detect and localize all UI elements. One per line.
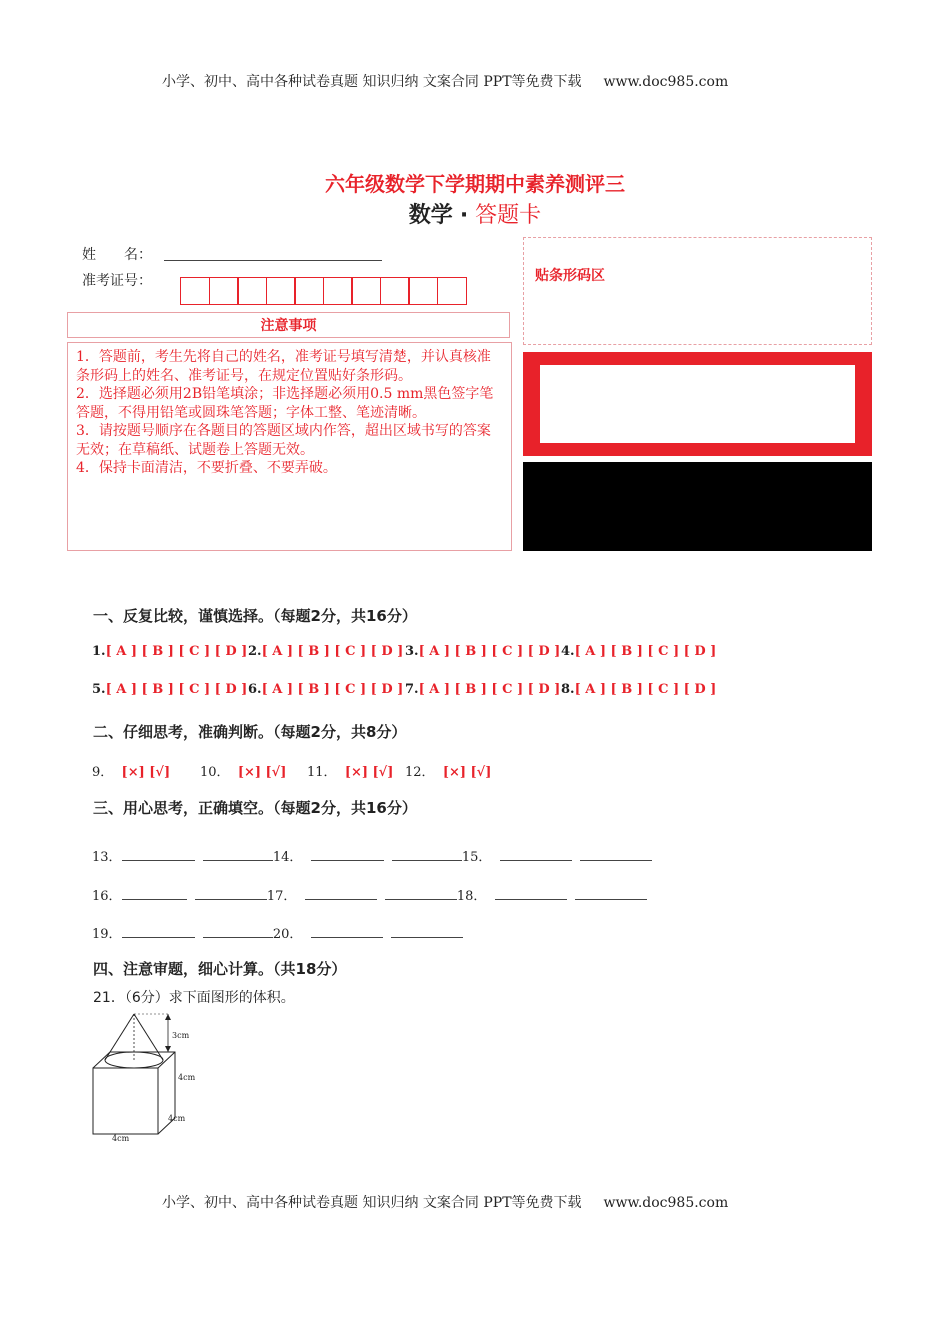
id-digit-box[interactable] (351, 277, 381, 305)
id-digit-box[interactable] (380, 277, 410, 305)
answer-blank[interactable] (495, 887, 567, 900)
question-number: 2. (248, 644, 262, 659)
question-number: 20． (272, 927, 303, 942)
answer-blank[interactable] (575, 887, 647, 900)
question-number: 6. (248, 682, 262, 697)
page-footer (162, 1192, 728, 1212)
notice-item: 2．选择题必须用2B铅笔填涂；非选择题必须用0.5 mm黑色签字笔答题，不得用铅笔或圆珠笔答题；字体工整、笔迹清晰。 (76, 386, 494, 421)
judge-q10[interactable] (200, 761, 286, 780)
judge-q9[interactable] (92, 761, 170, 780)
choice-options[interactable]: [ A ] [ B ] [ C ] [ D ] (105, 682, 248, 697)
choice-options[interactable]: [ A ] [ B ] [ C ] [ D ] (261, 682, 404, 697)
id-digit-box[interactable] (209, 277, 239, 305)
judge-marks[interactable]: [×] [√] (344, 765, 394, 780)
fill-row-3 (92, 923, 463, 942)
footer-text: 小学、初中、高中各种试卷真题 知识归纳 文案合同 PPT等免费下载 (162, 1195, 582, 1211)
judge-marks[interactable]: [×] [√] (442, 765, 492, 780)
title-dot: · (459, 203, 469, 228)
id-digit-box[interactable] (437, 277, 467, 305)
section-1-heading: 一、反复比较，谨慎选择。（每题2分，共16分） (93, 607, 417, 625)
cube-width-label: 4cm (112, 1134, 130, 1143)
answer-blank[interactable] (203, 848, 273, 861)
judge-marks[interactable]: [×] [√] (121, 765, 171, 780)
choice-options[interactable]: [ A ] [ B ] [ C ] [ D ] (418, 682, 561, 697)
question-number: 4. (561, 644, 575, 659)
exam-title: 六年级数学下学期期中素养测评三 (325, 172, 625, 196)
name-field[interactable] (164, 258, 382, 261)
question-number: 12． (405, 765, 435, 780)
answer-blank[interactable] (311, 925, 383, 938)
choice-q3[interactable] (405, 644, 560, 659)
choice-q2[interactable] (248, 644, 403, 659)
choice-q5[interactable] (92, 682, 247, 697)
choice-q1[interactable] (92, 644, 247, 659)
choice-options[interactable]: [ A ] [ B ] [ C ] [ D ] (574, 682, 717, 697)
answer-blank[interactable] (311, 848, 384, 861)
question-number: 1. (92, 644, 106, 659)
subject-label: 数学 (408, 203, 453, 228)
header-text: 小学、初中、高中各种试卷真题 知识归纳 文案合同 PPT等免费下载 (162, 74, 582, 90)
header-url[interactable]: www.doc985.com (603, 74, 729, 90)
question-number: 15． (461, 850, 492, 865)
answer-blank[interactable] (122, 925, 195, 938)
barcode-label: 贴条形码区 (535, 268, 605, 284)
answer-card-label: 答题卡 (475, 203, 542, 228)
question-number: 16． (92, 889, 122, 904)
question-number: 8. (561, 682, 575, 697)
cube-back-edges (93, 1052, 175, 1134)
answer-blank[interactable] (122, 887, 187, 900)
section-4-heading: 四、注意审题，细心计算。（共18分） (93, 960, 347, 978)
absence-mark-area[interactable] (540, 365, 855, 443)
section-2-heading: 二、仔细思考，准确判断。（每题2分，共8分） (93, 723, 407, 741)
choice-options[interactable]: [ A ] [ B ] [ C ] [ D ] (418, 644, 561, 659)
answer-blank[interactable] (122, 848, 195, 861)
question-number: 14． (272, 850, 303, 865)
choice-options[interactable]: [ A ] [ B ] [ C ] [ D ] (574, 644, 717, 659)
id-digit-box[interactable] (294, 277, 324, 305)
judge-q12[interactable] (405, 761, 491, 780)
answer-blank[interactable] (580, 848, 652, 861)
id-digit-box[interactable] (266, 277, 296, 305)
question-number: 19． (92, 927, 122, 942)
answer-blank[interactable] (305, 887, 377, 900)
choice-q7[interactable] (405, 682, 560, 697)
notice-box (67, 342, 512, 551)
judge-q11[interactable] (307, 761, 393, 780)
id-label: 准考证号： (82, 273, 152, 289)
question-number: 9． (92, 765, 114, 780)
question-number: 5. (92, 682, 106, 697)
answer-blank[interactable] (392, 848, 462, 861)
notice-item: 1．答题前，考生先将自己的姓名，准考证号填写清楚，并认真核准条形码上的姓名、准考证号，在规定位置贴好条形码。 (76, 349, 491, 384)
choice-q6[interactable] (248, 682, 403, 697)
id-digit-box[interactable] (408, 277, 438, 305)
cube-front (93, 1068, 158, 1134)
cone-cube-figure (86, 1008, 206, 1148)
footer-url[interactable]: www.doc985.com (603, 1195, 729, 1211)
black-block (523, 462, 872, 551)
cube-depth-label: 4cm (168, 1114, 186, 1123)
question-number: 18． (456, 889, 487, 904)
question-number: 11． (307, 765, 337, 780)
answer-blank[interactable] (203, 925, 273, 938)
card-title (0, 198, 950, 229)
choice-options[interactable]: [ A ] [ B ] [ C ] [ D ] (261, 644, 404, 659)
page-header (162, 71, 728, 91)
question-21: 21．（6分）求下面图形的体积。 (93, 990, 295, 1006)
id-digit-box[interactable] (237, 277, 267, 305)
id-digit-box[interactable] (323, 277, 353, 305)
question-number: 17． (266, 889, 297, 904)
id-digit-box[interactable] (180, 277, 210, 305)
judge-marks[interactable]: [×] [√] (237, 765, 287, 780)
question-number: 13． (92, 850, 122, 865)
question-number: 7. (405, 682, 419, 697)
cube-height-label: 4cm (178, 1073, 196, 1082)
notice-heading: 注意事项 (67, 312, 510, 338)
notice-item: 3．请按题号顺序在各题目的答题区域内作答，超出区域书写的答案无效；在草稿纸、试题卷上答题无效。 (76, 423, 491, 458)
fill-row-1 (92, 846, 652, 865)
notice-item: 4．保持卡面清洁，不要折叠、不要弄破。 (76, 460, 337, 476)
section-3-heading: 三、用心思考，正确填空。（每题2分，共16分） (93, 799, 417, 817)
choice-q4[interactable] (561, 644, 716, 659)
cone-height-label: 3cm (172, 1031, 190, 1040)
name-label: 姓 名： (82, 247, 152, 263)
choice-q8[interactable] (561, 682, 716, 697)
question-number: 10． (200, 765, 230, 780)
answer-blank[interactable] (385, 887, 457, 900)
barcode-area (523, 237, 872, 345)
exam-id-boxes[interactable] (180, 277, 465, 305)
answer-blank[interactable] (391, 925, 463, 938)
answer-blank[interactable] (195, 887, 267, 900)
question-number: 3. (405, 644, 419, 659)
choice-options[interactable]: [ A ] [ B ] [ C ] [ D ] (105, 644, 248, 659)
fill-row-2 (92, 885, 647, 904)
answer-blank[interactable] (500, 848, 572, 861)
